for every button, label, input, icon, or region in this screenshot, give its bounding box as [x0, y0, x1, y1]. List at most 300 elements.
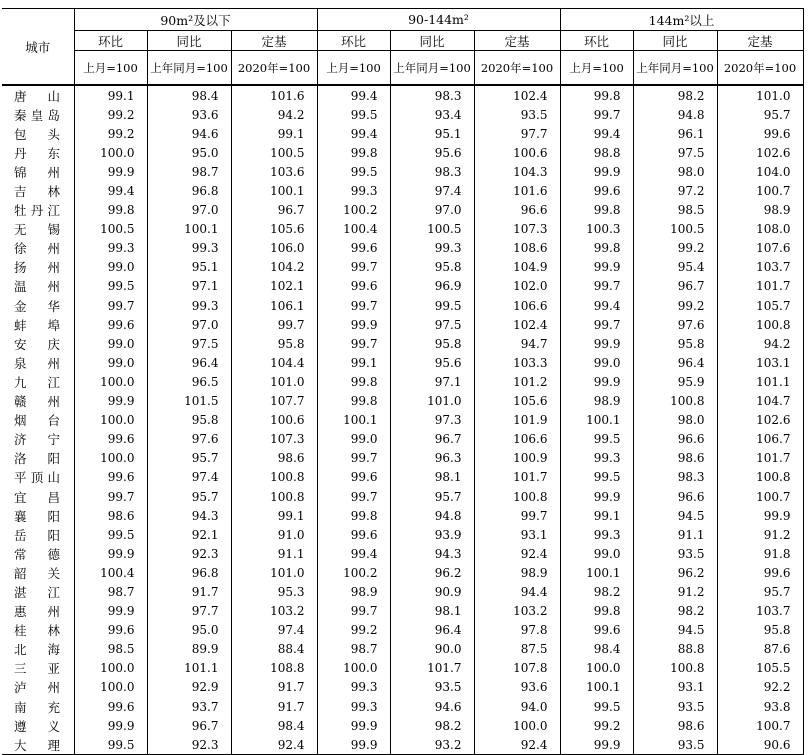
index-value-cell: 98.9: [317, 582, 390, 601]
index-value-cell: 99.4: [317, 124, 390, 143]
index-value-cell: 103.2: [474, 602, 560, 621]
index-value-cell: 98.8: [560, 143, 633, 162]
index-value-cell: 99.7: [317, 449, 390, 468]
city-cell: [2, 602, 74, 621]
index-value-cell: 98.3: [390, 85, 474, 105]
index-value-cell: 102.4: [474, 85, 560, 105]
city-name: 赣州: [14, 394, 60, 410]
index-value-cell: 104.0: [717, 162, 803, 181]
city-name: 烟台: [14, 413, 60, 429]
subcolumn-header: 同比: [633, 31, 717, 51]
index-value-cell: 99.7: [74, 296, 147, 315]
table-row: [2, 239, 803, 258]
index-value-cell: 94.8: [633, 105, 717, 124]
city-cell: [2, 277, 74, 296]
index-value-cell: 100.0: [74, 659, 147, 678]
index-value-cell: 99.7: [560, 277, 633, 296]
subcolumn-header: 同比: [390, 31, 474, 51]
index-value-cell: 105.6: [474, 392, 560, 411]
city-name: 泉州: [14, 355, 60, 371]
index-value-cell: 93.9: [390, 525, 474, 544]
index-value-cell: 99.2: [74, 124, 147, 143]
index-value-cell: 95.3: [231, 582, 317, 601]
index-value-cell: 96.1: [633, 124, 717, 143]
city-name: 三亚: [14, 661, 60, 677]
index-value-cell: 93.5: [474, 105, 560, 124]
index-value-cell: 99.5: [317, 162, 390, 181]
index-value-cell: 107.6: [717, 239, 803, 258]
city-name: 南充: [14, 699, 60, 715]
table-row: [2, 162, 803, 181]
index-value-cell: 99.9: [74, 602, 147, 621]
city-name: 锦州: [14, 164, 60, 180]
index-value-cell: 91.0: [231, 525, 317, 544]
index-value-cell: 101.6: [231, 85, 317, 105]
index-value-cell: 108.8: [231, 659, 317, 678]
city-cell: [2, 640, 74, 659]
city-cell: [2, 239, 74, 258]
index-value-cell: 99.1: [74, 85, 147, 105]
city-cell: [2, 506, 74, 525]
index-value-cell: 99.4: [74, 181, 147, 200]
index-value-cell: 98.7: [74, 582, 147, 601]
city-name: 桂林: [14, 623, 60, 639]
index-value-cell: 95.0: [147, 143, 231, 162]
index-value-cell: 98.4: [147, 85, 231, 105]
index-value-cell: 107.8: [474, 659, 560, 678]
index-value-cell: 99.9: [560, 258, 633, 277]
index-value-cell: 103.1: [717, 353, 803, 372]
city-cell: [2, 621, 74, 640]
index-value-cell: 93.2: [390, 735, 474, 755]
index-value-cell: 103.2: [231, 602, 317, 621]
index-value-cell: 99.6: [74, 315, 147, 334]
table-row: [2, 201, 803, 220]
table-row: [2, 640, 803, 659]
index-value-cell: 91.2: [717, 525, 803, 544]
index-value-cell: 98.0: [633, 411, 717, 430]
index-value-cell: 96.4: [147, 353, 231, 372]
index-value-cell: 100.8: [474, 487, 560, 506]
index-value-cell: 95.8: [717, 621, 803, 640]
city-cell: [2, 678, 74, 697]
index-value-cell: 87.6: [717, 640, 803, 659]
index-value-cell: 96.7: [390, 430, 474, 449]
index-value-cell: 99.9: [560, 735, 633, 755]
index-value-cell: 99.9: [560, 372, 633, 391]
index-value-cell: 103.7: [717, 258, 803, 277]
index-value-cell: 95.7: [147, 487, 231, 506]
index-value-cell: 97.4: [231, 621, 317, 640]
index-value-cell: 101.7: [390, 659, 474, 678]
index-value-cell: 95.6: [390, 143, 474, 162]
city-cell: [2, 105, 74, 124]
city-name: 大理: [14, 737, 60, 753]
index-value-cell: 97.6: [633, 315, 717, 334]
index-value-cell: 100.5: [633, 220, 717, 239]
index-value-cell: 100.0: [474, 716, 560, 735]
index-value-cell: 99.4: [560, 124, 633, 143]
index-value-cell: 96.5: [147, 372, 231, 391]
index-value-cell: 95.6: [390, 353, 474, 372]
city-name: 韶关: [14, 565, 60, 581]
index-value-cell: 97.7: [474, 124, 560, 143]
index-value-cell: 101.0: [231, 563, 317, 582]
index-value-cell: 100.8: [231, 468, 317, 487]
table-row: [2, 372, 803, 391]
city-cell: [2, 353, 74, 372]
index-value-cell: 95.7: [717, 105, 803, 124]
index-value-cell: 88.4: [231, 640, 317, 659]
city-cell: [2, 181, 74, 200]
base-header: 2020年=100: [717, 51, 803, 86]
index-value-cell: 98.3: [633, 468, 717, 487]
index-value-cell: 98.0: [633, 162, 717, 181]
table-row: [2, 621, 803, 640]
city-name: 九江: [14, 374, 60, 390]
index-value-cell: 96.7: [231, 201, 317, 220]
subcolumn-header-row: [2, 31, 803, 51]
index-value-cell: 100.3: [560, 220, 633, 239]
index-value-cell: 99.2: [633, 296, 717, 315]
index-value-cell: 99.6: [317, 468, 390, 487]
index-value-cell: 95.4: [633, 258, 717, 277]
city-cell: [2, 716, 74, 735]
index-value-cell: 106.1: [231, 296, 317, 315]
index-value-cell: 99.6: [317, 277, 390, 296]
index-value-cell: 99.3: [147, 296, 231, 315]
city-name: 无锡: [14, 222, 60, 238]
city-cell: [2, 659, 74, 678]
base-header: 上年同月=100: [390, 51, 474, 86]
index-value-cell: 95.8: [633, 334, 717, 353]
city-cell: [2, 201, 74, 220]
index-value-cell: 99.9: [317, 716, 390, 735]
index-value-cell: 99.4: [317, 544, 390, 563]
index-value-cell: 92.9: [147, 678, 231, 697]
index-value-cell: 103.6: [231, 162, 317, 181]
index-value-cell: 99.6: [317, 525, 390, 544]
index-value-cell: 100.0: [560, 659, 633, 678]
index-value-cell: 99.5: [74, 277, 147, 296]
index-value-cell: 100.5: [390, 220, 474, 239]
index-value-cell: 99.7: [231, 315, 317, 334]
index-value-cell: 99.6: [74, 430, 147, 449]
index-value-cell: 100.1: [317, 411, 390, 430]
city-cell: [2, 544, 74, 563]
index-value-cell: 98.6: [74, 506, 147, 525]
index-value-cell: 88.8: [633, 640, 717, 659]
index-value-cell: 99.6: [74, 697, 147, 716]
table-row: [2, 468, 803, 487]
subcolumn-header: 定基: [474, 31, 560, 51]
index-value-cell: 90.6: [717, 735, 803, 755]
index-value-cell: 99.8: [560, 602, 633, 621]
table-row: [2, 220, 803, 239]
price-index-table: [2, 8, 804, 755]
city-cell: [2, 334, 74, 353]
index-value-cell: 101.9: [474, 411, 560, 430]
index-value-cell: 99.4: [317, 85, 390, 105]
index-value-cell: 100.8: [717, 468, 803, 487]
index-value-cell: 96.6: [633, 487, 717, 506]
index-value-cell: 91.8: [717, 544, 803, 563]
base-header: 上月=100: [560, 51, 633, 86]
city-name: 北海: [14, 642, 60, 658]
table-row: [2, 697, 803, 716]
table-row: [2, 449, 803, 468]
index-value-cell: 105.6: [231, 220, 317, 239]
index-value-cell: 99.7: [317, 602, 390, 621]
city-name: 秦皇岛: [14, 107, 60, 123]
index-value-cell: 98.1: [390, 468, 474, 487]
index-value-cell: 99.8: [74, 201, 147, 220]
index-value-cell: 98.5: [74, 640, 147, 659]
index-value-cell: 97.6: [147, 430, 231, 449]
city-cell: [2, 124, 74, 143]
index-value-cell: 104.4: [231, 353, 317, 372]
index-value-cell: 94.2: [231, 105, 317, 124]
index-value-cell: 99.6: [560, 181, 633, 200]
subcolumn-header: 环比: [560, 31, 633, 51]
index-value-cell: 103.3: [474, 353, 560, 372]
city-name: 岳阳: [14, 527, 60, 543]
index-value-cell: 100.5: [231, 143, 317, 162]
index-value-cell: 100.9: [474, 449, 560, 468]
city-name: 湛江: [14, 584, 60, 600]
city-name: 丹东: [14, 145, 60, 161]
index-value-cell: 97.7: [147, 602, 231, 621]
index-value-cell: 91.7: [147, 582, 231, 601]
index-value-cell: 100.8: [231, 487, 317, 506]
index-value-cell: 101.0: [717, 85, 803, 105]
index-value-cell: 102.0: [474, 277, 560, 296]
index-value-cell: 99.6: [717, 563, 803, 582]
index-value-cell: 99.3: [317, 678, 390, 697]
index-value-cell: 95.8: [390, 334, 474, 353]
table-row: [2, 181, 803, 200]
index-value-cell: 94.3: [147, 506, 231, 525]
index-value-cell: 99.3: [147, 239, 231, 258]
index-value-cell: 99.7: [74, 487, 147, 506]
index-value-cell: 99.1: [231, 124, 317, 143]
table-row: [2, 353, 803, 372]
index-value-cell: 94.6: [390, 697, 474, 716]
base-header: 上月=100: [74, 51, 147, 86]
index-value-cell: 101.7: [717, 277, 803, 296]
index-value-cell: 101.7: [717, 449, 803, 468]
city-cell: [2, 697, 74, 716]
index-value-cell: 100.1: [560, 563, 633, 582]
index-value-cell: 97.5: [147, 334, 231, 353]
index-value-cell: 98.6: [633, 449, 717, 468]
index-value-cell: 91.2: [633, 582, 717, 601]
subcolumn-header: 定基: [231, 31, 317, 51]
index-value-cell: 105.5: [717, 659, 803, 678]
index-value-cell: 99.0: [74, 258, 147, 277]
index-value-cell: 96.6: [633, 430, 717, 449]
index-value-cell: 98.6: [633, 716, 717, 735]
table-row: [2, 143, 803, 162]
index-value-cell: 96.9: [390, 277, 474, 296]
index-value-cell: 99.7: [317, 296, 390, 315]
table-row: [2, 258, 803, 277]
index-value-cell: 93.5: [633, 735, 717, 755]
index-value-cell: 101.1: [717, 372, 803, 391]
index-value-cell: 100.4: [74, 563, 147, 582]
city-name: 温州: [14, 279, 60, 295]
index-value-cell: 99.9: [560, 334, 633, 353]
index-value-cell: 93.5: [633, 544, 717, 563]
index-value-cell: 97.1: [147, 277, 231, 296]
city-name: 包头: [14, 126, 60, 142]
index-value-cell: 97.3: [390, 411, 474, 430]
index-value-cell: 99.8: [317, 506, 390, 525]
index-value-cell: 95.1: [390, 124, 474, 143]
index-value-cell: 97.0: [147, 201, 231, 220]
index-value-cell: 94.8: [390, 506, 474, 525]
city-name: 徐州: [14, 241, 60, 257]
index-value-cell: 99.6: [74, 621, 147, 640]
city-cell: [2, 468, 74, 487]
table-row: [2, 678, 803, 697]
table-row: [2, 716, 803, 735]
index-value-cell: 94.0: [474, 697, 560, 716]
index-value-cell: 95.7: [390, 487, 474, 506]
table-row: [2, 392, 803, 411]
index-value-cell: 96.7: [147, 716, 231, 735]
index-value-cell: 103.7: [717, 602, 803, 621]
index-value-cell: 99.2: [633, 239, 717, 258]
base-header: 2020年=100: [231, 51, 317, 86]
index-value-cell: 99.0: [560, 544, 633, 563]
index-value-cell: 100.8: [717, 315, 803, 334]
index-value-cell: 98.9: [560, 392, 633, 411]
base-header-row: [2, 51, 803, 86]
index-value-cell: 97.2: [633, 181, 717, 200]
table-row: [2, 277, 803, 296]
table-row: [2, 506, 803, 525]
index-value-cell: 99.1: [317, 353, 390, 372]
index-value-cell: 99.0: [74, 334, 147, 353]
city-column-header: 城市: [2, 9, 74, 86]
index-value-cell: 99.5: [560, 697, 633, 716]
index-value-cell: 97.4: [147, 468, 231, 487]
index-value-cell: 99.9: [74, 716, 147, 735]
index-value-cell: 100.7: [717, 716, 803, 735]
index-value-cell: 100.5: [74, 220, 147, 239]
index-value-cell: 96.3: [390, 449, 474, 468]
index-value-cell: 99.8: [317, 143, 390, 162]
city-cell: [2, 220, 74, 239]
group-header-90-below: 90m²及以下: [74, 9, 317, 31]
index-value-cell: 93.6: [147, 105, 231, 124]
index-value-cell: 96.4: [390, 621, 474, 640]
city-cell: [2, 296, 74, 315]
city-name: 襄阳: [14, 508, 60, 524]
subcolumn-header: 环比: [317, 31, 390, 51]
city-name: 金华: [14, 298, 60, 314]
index-value-cell: 95.1: [147, 258, 231, 277]
index-value-cell: 107.3: [474, 220, 560, 239]
index-value-cell: 101.5: [147, 392, 231, 411]
table-row: [2, 124, 803, 143]
city-name: 牡丹江: [14, 203, 60, 219]
index-value-cell: 99.9: [560, 162, 633, 181]
index-value-cell: 94.5: [633, 621, 717, 640]
index-value-cell: 91.7: [231, 697, 317, 716]
index-value-cell: 99.2: [74, 105, 147, 124]
index-value-cell: 99.0: [560, 353, 633, 372]
table-row: [2, 544, 803, 563]
index-value-cell: 92.1: [147, 525, 231, 544]
index-value-cell: 100.0: [74, 411, 147, 430]
index-value-cell: 97.4: [390, 181, 474, 200]
index-value-cell: 94.7: [474, 334, 560, 353]
index-value-cell: 99.4: [560, 296, 633, 315]
index-value-cell: 99.6: [717, 124, 803, 143]
index-value-cell: 100.1: [560, 411, 633, 430]
index-value-cell: 90.0: [390, 640, 474, 659]
index-value-cell: 92.2: [717, 678, 803, 697]
city-cell: [2, 143, 74, 162]
index-value-cell: 98.2: [633, 602, 717, 621]
index-value-cell: 95.7: [717, 582, 803, 601]
table-row: [2, 735, 803, 755]
index-value-cell: 91.1: [633, 525, 717, 544]
index-value-cell: 93.5: [633, 697, 717, 716]
index-value-cell: 95.8: [147, 411, 231, 430]
city-name: 蚌埠: [14, 317, 60, 333]
index-value-cell: 100.7: [717, 487, 803, 506]
index-value-cell: 99.8: [560, 85, 633, 105]
index-value-cell: 92.3: [147, 735, 231, 755]
index-value-cell: 96.2: [633, 563, 717, 582]
index-value-cell: 94.3: [390, 544, 474, 563]
city-name: 吉林: [14, 184, 60, 200]
index-value-cell: 90.9: [390, 582, 474, 601]
table-body: [2, 85, 803, 755]
table-row: [2, 582, 803, 601]
index-value-cell: 98.4: [560, 640, 633, 659]
index-value-cell: 99.3: [317, 697, 390, 716]
index-value-cell: 100.2: [317, 201, 390, 220]
index-value-cell: 98.2: [633, 85, 717, 105]
index-value-cell: 94.2: [717, 334, 803, 353]
table-row: [2, 430, 803, 449]
index-value-cell: 100.0: [74, 372, 147, 391]
table-row: [2, 334, 803, 353]
index-value-cell: 94.5: [633, 506, 717, 525]
index-value-cell: 98.1: [390, 602, 474, 621]
table-row: [2, 487, 803, 506]
index-value-cell: 108.0: [717, 220, 803, 239]
index-value-cell: 99.8: [317, 372, 390, 391]
base-header: 2020年=100: [474, 51, 560, 86]
index-value-cell: 100.0: [317, 659, 390, 678]
index-value-cell: 98.7: [317, 640, 390, 659]
index-value-cell: 98.9: [474, 563, 560, 582]
index-value-cell: 100.8: [633, 392, 717, 411]
index-value-cell: 100.0: [74, 143, 147, 162]
index-value-cell: 99.2: [560, 716, 633, 735]
index-value-cell: 100.6: [474, 143, 560, 162]
city-name: 泸州: [14, 680, 60, 696]
index-value-cell: 99.9: [317, 315, 390, 334]
base-header: 上年同月=100: [147, 51, 231, 86]
city-cell: [2, 392, 74, 411]
index-value-cell: 96.4: [633, 353, 717, 372]
